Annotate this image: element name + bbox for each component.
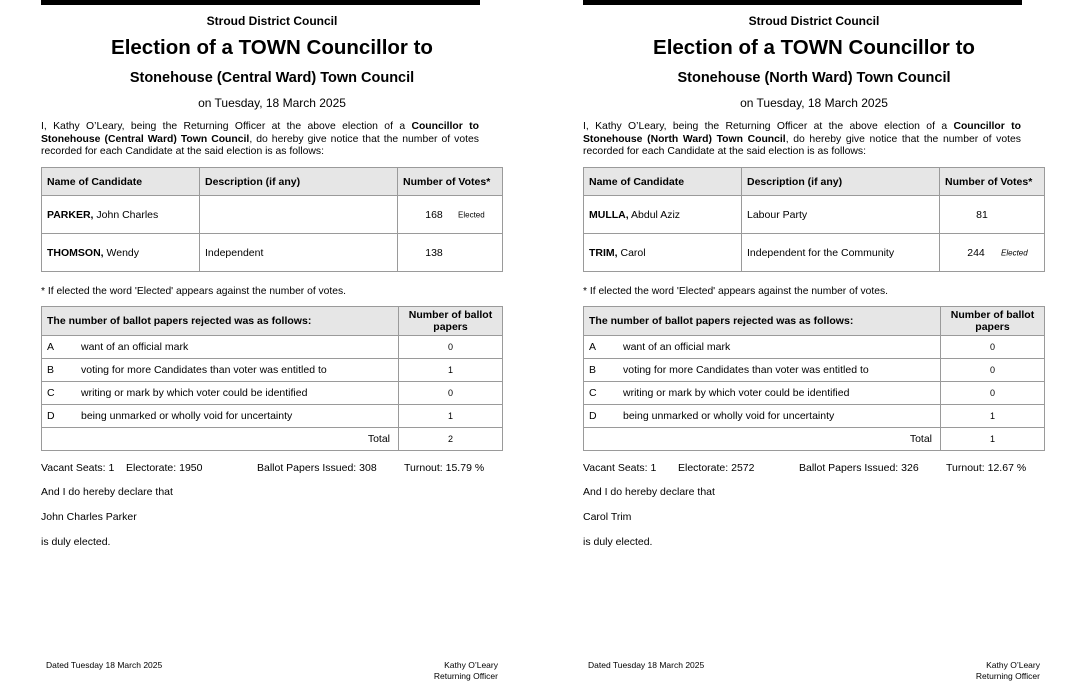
header-description: Description (if any) — [742, 168, 940, 196]
top-rule — [583, 0, 1022, 5]
notice-north-ward — [583, 0, 1045, 681]
rejected-reason: D being unmarked or wholly void for uncertainty — [42, 405, 399, 428]
table-header-row — [42, 307, 503, 336]
rejected-papers-table — [41, 306, 503, 451]
dated-line: Dated Tuesday 18 March 2025 — [588, 660, 705, 670]
notice-subtitle: Stonehouse (North Ward) Town Council — [677, 70, 951, 86]
notice-central-ward — [41, 0, 503, 681]
candidate-name: PARKER, John Charles — [42, 196, 200, 234]
header-name: Name of Candidate — [584, 168, 742, 196]
rejected-reason: D being unmarked or wholly void for uncertainty — [584, 405, 941, 428]
table-row — [584, 405, 1045, 428]
rejected-reason: C writing or mark by which voter could be identified — [584, 382, 941, 405]
signatory-role: Returning Officer — [433, 671, 498, 681]
rejected-count: 1 — [399, 359, 503, 382]
total-row — [584, 428, 1045, 451]
council-name: Stroud District Council — [748, 14, 880, 28]
intro-paragraph: I, Kathy O’Leary, being the Returning Officer at the above election of a Councillor to Stonehouse (North Ward) Town Council, do hereby give notice that the number of votes recorded for each Candidate at the said election is as follows: — [583, 121, 1021, 157]
table-row — [584, 382, 1045, 405]
candidate-votes — [940, 234, 1045, 272]
candidate-description — [200, 196, 398, 234]
council-name: Stroud District Council — [206, 14, 338, 28]
candidate-description: Independent for the Community — [742, 234, 940, 272]
candidate-name: TRIM, Carol — [584, 234, 742, 272]
election-date: on Tuesday, 18 March 2025 — [740, 96, 888, 110]
notice-title: Election of a TOWN Councillor to — [111, 36, 433, 59]
ballot-papers-issued: Ballot Papers Issued: 308 — [257, 462, 377, 474]
duly-elected: is duly elected. — [41, 536, 111, 548]
rejected-count: 0 — [941, 336, 1045, 359]
table-row — [42, 405, 503, 428]
declaration: And I do hereby declare that — [583, 486, 715, 498]
top-rule — [41, 0, 480, 5]
duly-elected: is duly elected. — [583, 536, 653, 548]
intro-paragraph: I, Kathy O’Leary, being the Returning Officer at the above election of a Councillor to Stonehouse (Central Ward) Town Council, do hereby give notice that the number of votes recorded for each Candidate at the said election is as follows: — [41, 121, 479, 157]
signatory-name: Kathy O’Leary — [444, 660, 498, 670]
electorate: Electorate: 1950 — [126, 462, 203, 474]
candidate-votes — [940, 196, 1045, 234]
rejected-count: 1 — [399, 405, 503, 428]
total-label: Total — [42, 428, 399, 451]
table-row — [584, 359, 1045, 382]
footnote: * If elected the word 'Elected' appears against the number of votes. — [41, 286, 347, 297]
votes-count: 81 — [976, 208, 988, 221]
electorate: Electorate: 2572 — [678, 462, 755, 474]
total-row — [42, 428, 503, 451]
vacant-seats: Vacant Seats: 1 — [41, 462, 115, 474]
turnout: Turnout: 15.79 % — [404, 462, 485, 474]
total-count: 2 — [399, 428, 503, 451]
table-row — [584, 336, 1045, 359]
notice-subtitle: Stonehouse (Central Ward) Town Council — [129, 70, 415, 86]
footnote: * If elected the word 'Elected' appears against the number of votes. — [583, 286, 889, 297]
rejected-papers-table — [583, 306, 1045, 451]
signatory-role: Returning Officer — [975, 671, 1040, 681]
turnout: Turnout: 12.67 % — [946, 462, 1027, 474]
candidate-name: THOMSON, Wendy — [42, 234, 200, 272]
rejected-reason: C writing or mark by which voter could be identified — [42, 382, 399, 405]
rejected-count: 0 — [941, 382, 1045, 405]
rejected-count-header: Number of ballot papers — [941, 307, 1045, 336]
candidates-table — [41, 167, 503, 272]
candidate-description: Labour Party — [742, 196, 940, 234]
winner-name: John Charles Parker — [41, 511, 137, 523]
rejected-count: 1 — [941, 405, 1045, 428]
votes-count: 168 — [425, 208, 443, 221]
notice-title: Election of a TOWN Councillor to — [653, 36, 975, 59]
rejected-reason: B voting for more Candidates than voter was entitled to — [584, 359, 941, 382]
candidate-votes — [398, 234, 503, 272]
header-votes: Number of Votes* — [398, 168, 503, 196]
table-row — [42, 382, 503, 405]
dated-line: Dated Tuesday 18 March 2025 — [46, 660, 163, 670]
rejected-count-header: Number of ballot papers — [399, 307, 503, 336]
votes-count: 138 — [425, 246, 443, 259]
signatory-name: Kathy O’Leary — [986, 660, 1040, 670]
candidate-description: Independent — [200, 234, 398, 272]
table-row — [42, 359, 503, 382]
table-row — [584, 234, 1045, 272]
rejected-header: The number of ballot papers rejected was as follows: — [42, 307, 399, 336]
candidates-table — [583, 167, 1045, 272]
vacant-seats: Vacant Seats: 1 — [583, 462, 657, 474]
candidate-votes — [398, 196, 503, 234]
votes-count: 244 — [967, 246, 985, 259]
header-votes: Number of Votes* — [940, 168, 1045, 196]
winner-name: Carol Trim — [583, 511, 632, 523]
ballot-papers-issued: Ballot Papers Issued: 326 — [799, 462, 919, 474]
table-row — [42, 196, 503, 234]
rejected-count: 0 — [399, 382, 503, 405]
signature-block — [434, 660, 498, 682]
header-description: Description (if any) — [200, 168, 398, 196]
header-name: Name of Candidate — [42, 168, 200, 196]
candidate-name: MULLA, Abdul Aziz — [584, 196, 742, 234]
signature-block — [976, 660, 1040, 682]
table-row — [42, 336, 503, 359]
table-header-row — [584, 307, 1045, 336]
rejected-count: 0 — [941, 359, 1045, 382]
elected-marker: Elected — [1001, 248, 1028, 257]
table-header-row — [42, 168, 503, 196]
rejected-reason: B voting for more Candidates than voter was entitled to — [42, 359, 399, 382]
rejected-reason: A want of an official mark — [42, 336, 399, 359]
election-date: on Tuesday, 18 March 2025 — [198, 96, 346, 110]
table-row — [584, 196, 1045, 234]
total-count: 1 — [941, 428, 1045, 451]
total-label: Total — [584, 428, 941, 451]
rejected-reason: A want of an official mark — [584, 336, 941, 359]
declaration: And I do hereby declare that — [41, 486, 173, 498]
table-header-row — [584, 168, 1045, 196]
elected-marker: Elected — [458, 210, 485, 219]
rejected-header: The number of ballot papers rejected was as follows: — [584, 307, 941, 336]
table-row — [42, 234, 503, 272]
rejected-count: 0 — [399, 336, 503, 359]
